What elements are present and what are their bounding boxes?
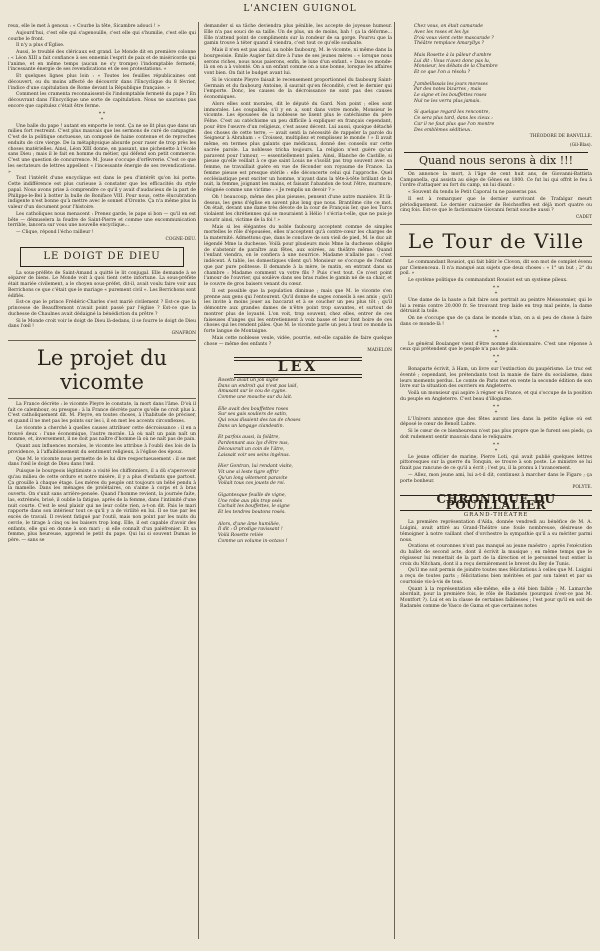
poem-line: Si quelque regard les rencontre, (414, 110, 490, 116)
paragraph: Le système politique du commandant Rousiot est un système pileux. (408, 278, 568, 283)
separator-stars: * * * (492, 403, 500, 416)
divider (8, 340, 196, 341)
paragraph: Les catholiques nous menacent : Prenez garde, le pape si bon — qu'il en est bête — démuselera la foudre de Saint-Pierre et comme une excommunication terrible, lancera sur vous une nouvelle encyclique... (8, 211, 196, 229)
separator-stars: * * * (492, 328, 500, 341)
paragraph: Le commandant Rousiot, qui fait bâtir le Clovon, dit son mot de complet évenu par Clemenceau. Il n'a manqué aux sujets que deux choses : « 1° un but ; 2° du poil. » (400, 259, 592, 277)
poem-line: J'ambellissais les jours moroses (414, 81, 488, 87)
paragraph: Aussi, le troublé des cléricaux est grand. Le Monde dit en première colonne : « Léon XIII a fait confiance à ses ennemis l'esprit de paix et de miséricorde qui l'anime, et en même temps (aucun ne s'y trompe) l'indomptable fermeté, l'incessante énergie de ses revendications et de ses protestations. » (8, 50, 196, 73)
paragraph: Si le cœur de ce bienheureux n'est pas plus propre que le furent ses pieds, ça doit rudement sentir mauvais dans le reliquaire. (400, 429, 592, 440)
poem-line: Comme un volume in-octavo ! (218, 538, 288, 544)
poem-line: Comme une mouche sur du lait. (218, 395, 293, 400)
paragraph: On annonce la mort, à l'âge de cent huit ans, de Giovanni-Battista Campanella, qui assista au siège de Gênes en 1800. Ce fut lui qui offrit le feu à l'ordre d'attaquer au fort du camp, un lui disant : (400, 171, 592, 189)
paragraph: Le général Boulanger vient d'être nommé divisionnaire. C'est une réponse à ceux qui prétendent que le peuple n'a pas de pain. (400, 341, 592, 353)
paragraph: Le vicomte a cherché à quelles causes attribuer cette décroissance : il en a trouvé deux : l'une économique, l'autre morale. Là où naît un pain naît un homme, et, inversement, il ne doit pas naître d'homme là où ne naît pas de pain. (8, 425, 196, 443)
paragraph: On ne s'occupe que de ça dans le monde n'lan, on a si peu de chose à faire dans ce monde-là ! (400, 316, 592, 327)
poem-line: Nul ne les verra plus jamais. (414, 98, 481, 104)
paragraph: L'Univers annonce que des fêtes auront lieu dans la petite église où est déposé le cœur de Benoît Labre. (400, 416, 592, 428)
paragraph: Que M. le vicomte nous permette de le lui dire respectueusement : il se met dans l'œil le doigt de Dieu dans l'œil. (8, 456, 196, 468)
paragraph: Comment les cramenta reconnaissent-ils l'indomptable fermeté du pape ? En découvrant dans l'Encyclique une sorte de capitulation. Nous ne saurions pas encore que capitulez c'était être ferme. (8, 92, 196, 109)
poem-line: Découvrait un coin de l'âtre, (218, 446, 285, 452)
divider (400, 224, 592, 225)
column-3 (400, 24, 592, 611)
poem-line: Pardonnant aux lys d'être nus, (218, 441, 289, 446)
paragraph: — Clique, répond l'écho railleur ! (16, 230, 94, 235)
column-2 (204, 24, 392, 545)
author-signature: MADELON (367, 348, 392, 354)
paragraph: — Allez, mon jeune ami, lui a-t-il dit, continuez à marcher dans le Figaro ; ça porte bonheur. (400, 472, 592, 484)
poem-line: Alors, d'une âme humiliée, (218, 521, 281, 527)
poem-line: Par des notes bizarres ; mais (414, 87, 482, 93)
separator-stars: * * * (492, 284, 500, 297)
paragraph: Il est à remarquer que le dernier survivant de Trafalgar meurt périodiquement. Le dernier cuirassier de Reichsoffen est déjà mort quatre ou cinq fois. Est-ce que le factionnaire Giovanni ferait souche aussi ? (400, 196, 592, 214)
poem-line: Théâtre remplace Amaryllys ? (414, 41, 484, 47)
author-source: (Gil-Blas). (569, 143, 592, 148)
poem-line: Monsieur, les débats de la Chambre (414, 64, 498, 70)
poem-line: Qu'un long vêtement paravite (218, 475, 288, 481)
poem-line: Ce sera plus tard, dans les cieux : (414, 116, 493, 121)
poem-line: Des emblèmes séditieux. (414, 127, 472, 133)
paragraph: Quant à la représentation elle-même, elle a été bien faible ; M. Lamarche abordait, pour la première fois, le rôle de Radamès (pourquoi n'est-ce pas M. Montfort ?). Lui et en la classe de certaines faiblesses ; l'est pour qu'il en soit de Radamès comme de Vasco de Gama et que certaines notes (400, 586, 592, 609)
paragraph: Quant aux influences morales, le vicomte les attribue à l'oubli des lois de la providence, à l'affaiblissement du sentiment religieux, à l'église des époux. (8, 444, 196, 455)
poem-line: Qui vous disaient des tas de choses (218, 418, 301, 423)
article-title: CHRONIQUE DU POUILLALIER (400, 495, 592, 511)
paragraph: Le jeune officier de marine, Pierre Loti, qui avait publié quelques lettres pittoresques sur la guerre du Tonquin, se trouve à son poste. Le ministre se lui fixait pas rancune de ce qu'il a écrit ; l'est pu, il la promu à l'avancement. (400, 454, 592, 471)
paragraph: Qu'il me soit permis de joindre toutes mes félicitations à celles que M. Luigini a reçu de toutes parts ; félicitations bien méritées et par son talent et par sa courtoisie vis-à-vis de tous. (400, 568, 592, 585)
poem-line: Vit une si leste tigre offrir (218, 469, 279, 475)
poem-line: Dans un endroit qui n'est pas laid, (218, 383, 298, 389)
column-divider (198, 22, 199, 939)
paragraph: Si le Monde croit voir le doigt de Dieu là-dedans, il se fourre le doigt de Dieu dans l'œil ! (8, 318, 196, 330)
paragraph: Puisque le bourgeois légitimiste a visité les chiffonniers, il a dû s'apercevoir qu'au milieu de cette ordure et notre misère, il y a plus d'enfants que partout. Ça grouille à chaque étage. Les mères du peuple ont toujours un bébé pendu à la mamelle. Dans les ménages de prolétaires, on s'aime à corps et à bras ouverts. On s'unit sans arrière-pensée. Quand l'homme revient, la journée faite, las, extrémés, brisé, il oublie la fatigue, après de la femme, dans l'intimité d'une nuit courte. C'est le seul plaisir qui ne leur coûte rien, a-t-on dit. Pais le mari rapporte dans son intérieur tout ce qu'il y a de virilité en lui. Il se tue par les excès de travail. Il revient fatigué par l'outil, mais non point par les nuits du cercle, le tirage à cinq ou les baisers trop long. Elle, il est capable d'avoir des enfants, elle qui en donne à son mari ; si elle connaît d'un paléfrenier. Et sa femme, plus heureuse, apprend le petit du pape. Qui lui si souvent Dumas le père. — sans se (8, 469, 196, 543)
poem-line: Avec les roses et les lys (414, 29, 469, 35)
poem-line: Car il ne faut plus que l'on montre (414, 121, 495, 127)
masthead: L'ANCIEN GUIGNOL (243, 4, 357, 14)
poem-line: D'où vous vient cette mascarade ? (414, 35, 494, 41)
poem-line: Hier Gontran, lui rendant visite, (218, 464, 293, 469)
poem (204, 378, 392, 545)
separator-stars: * * * (492, 354, 500, 366)
article-title: Le projet du vicomte (36, 345, 168, 394)
poem-line: Lui dit : Vous n'avez donc pas lu, (414, 58, 491, 64)
article-title: LEX (277, 359, 319, 375)
poem (400, 24, 592, 133)
poem-line: Sur ses gais souliers de satin, (218, 412, 288, 418)
paragraph: La première représentation d'Aïda, donnée vendredi au bénéfice de M. A. Luigini, avait attiré au Grand-Théâtre une foule nombreuse, désireuse de témoigner à notre vaillant chef d'orchestre la sympathie qu'il a su mériter parmi nous. (400, 520, 592, 543)
paragraph: Si le vicomte Pleyre faisait le recensement proportionnel du faubourg Saint-Germain et du faubourg Antoine, il saurait qu'en fécondité, c'est le dernier qui l'emporte. Donc, les causes de la décroissance ne sont pas des causes économiques. (204, 77, 392, 100)
poem-line: Cachait les bouffettes, le signe (218, 504, 290, 510)
author-signature: CADET (575, 215, 592, 220)
paragraph: La France décrète : le vicomte Pleyre le constate, la mort dans l'âme. D'où il fait ce calembour, ou presque : à la France décrète parce qu'elle ne croit plus à. C'est catholiquement dit. M. Pleyre, en toutes choses, à l'habitude de préciser, et quand il ne met pas les points sur les i, il en met les accents circonflexes. (8, 401, 196, 424)
author-signature: THÉODORE DE BANVILLE. (529, 134, 592, 140)
poem-line: Et ce que l'on a résolu ? (414, 70, 470, 75)
author-signature: GNAFRON (171, 331, 196, 336)
section-subhead: GRAND-THÉATRE (463, 511, 529, 518)
paragraph: « Souvent du tendu le Petit Caporal tu ne passeras pas. (408, 190, 538, 195)
poem-line: Le signe et les bouffettes roses (414, 93, 487, 98)
paragraph: Voilà un monsieur qui aspire à régner en France, et qui s'occupe de la position du peuple en Angleterre. C'est beau d'illogisme. (400, 391, 592, 402)
paragraph: Mais il n'en est pas ainsi, au noble faubourg, M. le vicomte, ni même dans la bourgeoisie. Émile Augier fait dire à l'une de ses jeunes mères : « lorsque nous serons riches, nous nous paierons, enfin, le luxe d'un enfant. » Dans ce monde-là on en a à volonté. On a un enfant comme on a une bonne, lorsque les affaires vont bien. On fait le budget avant lui. (204, 48, 392, 76)
paragraph: Il est possible que la population diminue ; mais que M. le vicomte s'en prenne aux gens qui l'entourent. Qu'il donne de sages conseils à ses amis ; qu'il les invite à moins jouer au baccarat et à se coucher un peu plus tôt ; qu'il démontre aux grandes dames de n'être point trop savantes, et surtout de montrer plus de loyauté. L'on voit, trop souvent, chez elles, entrer de ces faiseuses d'anges qui les entretiennent à voix basse et leur font boire de ces choses qui les rendent pâles. Que M. le vicomte parle un peu à tout ce monde la forte langue de Montaigne. (204, 288, 392, 334)
separator-stars: * * * (98, 110, 106, 123)
column-divider (394, 22, 395, 939)
poem-line: Elle avait des bouffettes roses (218, 406, 289, 412)
paragraph: Est-ce que le prince Frédéric-Charles s'est marié civilement ? Est-ce que la princesse de Beauffremont n'avait point passé par l'église ? Est-ce que la duchesse de Chaulnes avait dédaigné la bénédiction du prêtre ? (8, 300, 196, 317)
paragraph: La sous-préfète de Saint-Amand a quitté le lit conjugal. Elle demande à se séparer de biens. Le Monde voit à quoi tient cette infortune. La sous-préfète était mariée civilement, a le choyen sous-préfet, dit-il, avait voulu faire voir aux Berrichons ce que c'était que le mariage « purement civil ». Les Berrichons sont édifiés. (8, 270, 196, 299)
poem-line: Chez vous, on était camarade (414, 24, 483, 29)
poem-line: Rosette avait un joli signe (218, 377, 279, 383)
poem-line: Il dit : Ô prodige ravissant ! (218, 527, 283, 533)
article-title: Quand nous serons à dix !!! (404, 152, 588, 170)
paragraph: Mais si les élégantes du noble faubourg acceptent comme de simples mortelles le rôle d'épousées, elles n'acceptent qu'à contre-cœur les charges de la maternité. Admettons que, dans le conclave de son vieil de pied, M. le duc ait légendé Mme la duchesse. Voilà pour plusieurs mois Mme la duchesse obligée de s'abstenir de paraître aux fêtes, aux soirées, au théâtre même. Quand l'enfant viendra, on le confiera à une nourrice. Madame n'allaite pas : c'est indécent. À table, les domestiques vilent qu'i Monsieur se s'occupe de l'enfant que par pure politesse. Il demande à la mère, le matin, en entrant dans sa chambre : Madame comment va votre fils ? Puis c'est tout. Ce n'est point l'amour de l'ouvrier, qui soulève dans ses bras rudes le gamin né de sa chair, et le couvre de gros baisers venant du cœur. (204, 224, 392, 287)
paragraph: Une dame de la haute a fait faire son portrait au peintre Meissonnier, qui le lui a remis contre 20.000 fr. Se trouvant trop laide en trop mal peinte, la dame détruisit la toile. (400, 297, 592, 315)
paragraph: Oh ! beaucoup, même des plus pieuses, pensent d'une autre manière. Et là-dessus, les gens d'église en savent plus long que nous. Brantôme cite ce mot. On était, devant une dame très dévote de la cour de François Ier, que les Turcs violaient les chrétiennes qui se mouraient à Hélio ! s'écria-t-elle, que ne puis-je mourir ainsi, victime de la foi ! » (204, 194, 392, 223)
poem-line: Et les tendres boutons rosés. (218, 510, 286, 515)
paragraph: demander si sa tâche deviendra plus pénible, les accepte de joyeuse humeur. Elle n'a pas souci de sa taille. Un de plus, un de moins, bah ! ça la déforme... Elle n'attend point de compliments sur la rondeur de sa gorge. Pourvu que la gamin trouve à téter quand il viendra, c'est tout ce qu'elle souhaite. (204, 24, 392, 47)
paragraph: Alors elles sont morales, dit le député du Gard. Non point ; elles sont immorales. Les coupables, s'il y en a, sont dans votre monde, Monsieur le vicomte. Les épousées de la noblesse ne lisent plus le catéchisme du père Félne. C'est au catéchisme un peu difficile à expliquer en français cependant, pour être l'œuvre d'un religieux, c'est assez décent. Lui aussi, quoique détaché des choses de cette terre, — avait senti la nécessité de rappeler la parole du Seigneur à Abraham : « Croissez, multipliez et remplissez le monde ! » Il avait même, en termes plus galants que médicaux, donné des conseils sur cette sacrée parole. La noblesse tricha toujours. La religion n'est guère qu'un paravent pour l'amour, — essentiellement païen. Ainsi, Blanche de Castille, si pieuse qu'elle veillait à ce que saint Louis ne s'isolât pas trop souvent avec sa femme, ne travaillait guère en vue de féconder son royaume de France. La femme pieuse est presque stérile : elle déconcerte celui qui l'approche. Quel ecclésiastique peut exciter un homme, n'ayant dans la tête-à-tête brillant de la nuit, la femme, joignant les mains, et faisant l'abandon de tout l'être, murmure, résignée comme une victime : « Je remplis un devoir ? » (204, 101, 392, 193)
poem-line: Une robe aux plis trop osés (218, 498, 282, 504)
poem-line: Voilà Rosette reliée (218, 533, 264, 538)
paragraph: Tout l'intérêt d'une encyclique est dans le peu d'intérêt qu'on lui porte. Cette indifférence est plus curieuse à constater que les efficacités du style papal. Nous avons prise à comprendre ce qu'il y avait d'audacieux de la part de Philippe-le-Bel à botter la bulle de Boniface VIII. Pour nous, cette élucubration indigente n'est bonne qu'à mettre avec le sonnet d'Oronte. Ça n'a même plus la valeur d'un document pour l'histoire. (8, 176, 196, 210)
poem-line: Et parfois aussi, la folâtre, (218, 435, 280, 441)
poem-line: Laissait voir ses seins ingénus. (218, 452, 291, 458)
paragraph: Il n'y a plus d'Église. (16, 43, 65, 49)
poem-line: Amusant sur le cou de cygne. (218, 389, 287, 395)
poem-line: Gigantesque feuille de vigne, (218, 492, 287, 498)
column-1 (8, 24, 196, 545)
paragraph: Une balle du pape ! autant en emporte le vent. Ça ne se lit plus que dans un milieu fort restreint. C'est plus mauvais que les sermons de curé de campagne. C'est de la politique onctueuse, un composé de haine contenue et de reproches enduits de cire vierge. De la métaphysique absurde pour raser de trop près les choses matérielles. Ainsi, Léon XIII donne, en passant, une pichenette à l'école sans Dieu ; mais il le fait en homme du métier, qui défend son petit commerce. C'est une question de concurrence. M. Jouse s'occupe d'orfèvrerie. C'est ce que les sectateurs de lettres appellent « l'incessante énergie de ses revendications. » (8, 123, 196, 175)
divider (8, 398, 196, 399)
author-signature: POLYTE. (572, 485, 592, 491)
divider (400, 256, 592, 257)
paragraph: Et quelques lignes plus loin : « Toutes les feuilles républicaines ont découvert, ou du moins affecté de découvrir dans l'Encyclique du 8 février, l'indice d'une capitulation de Rome devant la République française. » (8, 74, 196, 91)
article-title-box: LE DOIGT DE DIEU (20, 247, 184, 267)
poem-line: Dans un langage clandestin. (218, 423, 285, 429)
paragraph: reux, elle le met à genoux : « Courbe la tête, Sicambre adouci ! » (8, 24, 161, 29)
paragraph: Mais cette noblesse veule, vidée, pourrie, est-elle capable de faire quelque chose — même des enfants ? (204, 335, 392, 347)
poem-line: Mais Rosette à la pâleur d'ambre (414, 52, 492, 58)
paragraph: Aujourd'hui, c'est elle qui s'agenouille, c'est elle qui s'humilie, c'est elle qui courbe le front. (8, 30, 196, 42)
paragraph: Ovations et couronnes n'ont pas manqué au jeune maëstro ; après l'exécution du ballet de second acte, dont il écrivit la musique ; en même temps que le régisseur lui remettait de la part de la direction et le personnel tout entier la croix du Nitcham, dont il a reçu dernièrement le brevet du Bey de Tunis. (400, 544, 592, 567)
poem-line: Voilait tous ces jouets de roi. (218, 481, 286, 487)
article-title: Le Tour de Ville (407, 228, 585, 253)
paragraph: Bonaparte écrivit, à Ham, un livre sur l'extinction du paupérisme. Le truc est éventé ; cependant, les prétendants tout la manie de faire du socialisme, dans leurs moments perdus. Le comte de Paris met en vente la seconde édition de son livre sur la situation des ouvriers en Angleterre. (400, 367, 592, 390)
author-signature: COGNE-DEU. (165, 236, 196, 242)
separator-stars: * * * (492, 441, 500, 454)
